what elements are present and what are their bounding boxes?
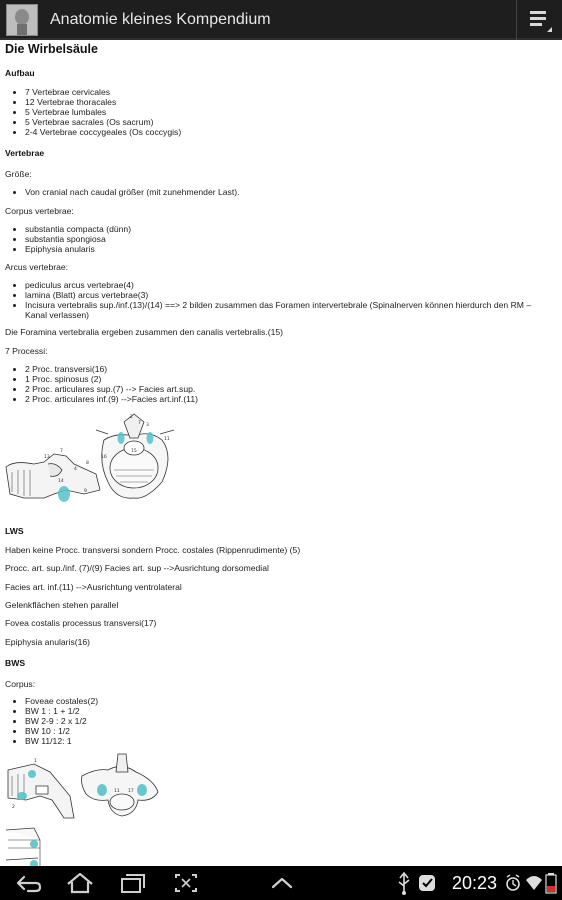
figure-label: 11 bbox=[114, 789, 120, 794]
corpus-list bbox=[0, 224, 545, 254]
wifi-icon bbox=[524, 868, 544, 898]
page-title: Die Wirbelsäule bbox=[5, 42, 98, 56]
action-bar bbox=[0, 0, 562, 40]
list-item: • 2 Proc. articulares inf.(9) -->Facies art.inf.(11) bbox=[25, 394, 545, 404]
section-heading-lws: LWS bbox=[5, 526, 24, 536]
figure-label: 16 bbox=[101, 455, 107, 460]
list-item: • BW 2-9 : 2 x 1/2 bbox=[25, 716, 545, 726]
groesse-list bbox=[0, 187, 545, 197]
figure-label: 3 bbox=[146, 423, 149, 428]
figure-label: 1 bbox=[34, 759, 37, 764]
thoracic-vertebra-figure bbox=[4, 752, 164, 866]
figure-label: 7 bbox=[138, 421, 141, 426]
lws-line: Fovea costalis processus transversi(17) bbox=[5, 618, 157, 628]
bws-list bbox=[0, 696, 545, 746]
lws-line: Epiphysia anularis(16) bbox=[5, 637, 91, 647]
content-area[interactable] bbox=[0, 40, 562, 866]
list-item: • BW 10 : 1/2 bbox=[25, 726, 545, 736]
list-item: • BW 11/12: 1 bbox=[25, 736, 545, 746]
app-title: Anatomie kleines Kompendium bbox=[50, 11, 271, 28]
list-item: • 2 Proc. transversi(16) bbox=[25, 364, 545, 374]
alarm-icon bbox=[503, 868, 523, 898]
lws-line: Procc. art. sup./inf. (7)/(9) Facies art. sup -->Ausrichtung dorsomedial bbox=[5, 563, 269, 573]
figure-label: 4 bbox=[74, 467, 77, 472]
figure-label: 7 bbox=[60, 449, 63, 454]
status-clock: 20:23 bbox=[451, 873, 497, 893]
list-item: • 5 Vertebrae sacrales (Os sacrum) bbox=[25, 117, 545, 127]
arcus-list bbox=[0, 280, 545, 320]
list-item: • 5 Vertebrae lumbales bbox=[25, 107, 545, 117]
home-icon[interactable] bbox=[62, 868, 98, 898]
figure-label: 14 bbox=[58, 479, 64, 484]
list-item: • pediculus arcus vertebrae(4) bbox=[25, 280, 545, 290]
figure-label: 9 bbox=[84, 489, 87, 494]
figure-label: 2 bbox=[130, 415, 133, 420]
battery-icon bbox=[544, 868, 558, 898]
screenshot-icon[interactable] bbox=[168, 868, 204, 898]
list-item: • 2-4 Vertebrae coccygeales (Os coccygis) bbox=[25, 127, 545, 137]
lws-line: Haben keine Procc. transversi sondern Procc. costales (Rippenrudimente) (5) bbox=[5, 545, 301, 555]
list-item: • 12 Vertebrae thoracales bbox=[25, 97, 545, 107]
list-item: • 2 Proc. articulares sup.(7) --> Facies art.sup. bbox=[25, 384, 545, 394]
aufbau-list bbox=[0, 87, 545, 137]
corpus-label: Corpus vertebrae: bbox=[5, 206, 74, 216]
list-item: • substantia compacta (dünn) bbox=[25, 224, 545, 234]
back-icon[interactable] bbox=[10, 868, 46, 898]
figure-label: 2 bbox=[12, 805, 15, 810]
list-item: • 7 Vertebrae cervicales bbox=[25, 87, 545, 97]
list-item: • Von cranial nach caudal größer (mit zunehmender Last). bbox=[25, 187, 545, 197]
processi-label: 7 Processi: bbox=[5, 346, 48, 356]
list-item: • Incisura vertebralis sup./inf.(13)/(14) ==> 2 bilden zusammen das Foramen intervertebrale (Spinalnerven können hierdurch den RM – Kanal verlassen) bbox=[25, 300, 545, 320]
groesse-label: Größe: bbox=[5, 169, 32, 179]
arcus-label: Arcus vertebrae: bbox=[5, 262, 69, 272]
overflow-menu-icon[interactable] bbox=[516, 0, 562, 40]
list-item: • lamina (Blatt) arcus vertebrae(3) bbox=[25, 290, 545, 300]
list-item: • 1 Proc. spinosus (2) bbox=[25, 374, 545, 384]
figure-label: 17 bbox=[128, 789, 134, 794]
list-item: • substantia spongiosa bbox=[25, 234, 545, 244]
figure-label: 8 bbox=[86, 461, 89, 466]
lumbar-vertebra-figure bbox=[4, 412, 180, 508]
section-heading-bws: BWS bbox=[5, 658, 26, 668]
recent-apps-icon[interactable] bbox=[114, 868, 150, 898]
figure-label: 13 bbox=[44, 455, 50, 460]
system-navigation-bar bbox=[0, 866, 562, 900]
check-badge-icon bbox=[416, 868, 438, 898]
lws-line: Gelenkflächen stehen parallel bbox=[5, 600, 119, 610]
app-thumbnail-icon[interactable] bbox=[6, 4, 38, 36]
chevron-up-icon[interactable] bbox=[264, 868, 300, 898]
lws-line: Facies art. inf.(11) -->Ausrichtung ventrolateral bbox=[5, 582, 182, 592]
section-heading-vertebrae: Vertebrae bbox=[5, 148, 45, 158]
figure-label: 11 bbox=[164, 437, 170, 442]
processi-list bbox=[0, 364, 545, 404]
section-heading-aufbau: Aufbau bbox=[5, 68, 35, 78]
list-item: • Foveae costales(2) bbox=[25, 696, 545, 706]
bws-corpus-label: Corpus: bbox=[5, 679, 36, 689]
foramina-text: Die Foramina vertebralia ergeben zusammen den canalis vertebralis.(15) bbox=[5, 327, 283, 337]
list-item: • BW 1 : 1 + 1/2 bbox=[25, 706, 545, 716]
usb-icon bbox=[394, 868, 414, 898]
list-item: • Epiphysia anularis bbox=[25, 244, 545, 254]
figure-label: 15 bbox=[131, 449, 137, 454]
